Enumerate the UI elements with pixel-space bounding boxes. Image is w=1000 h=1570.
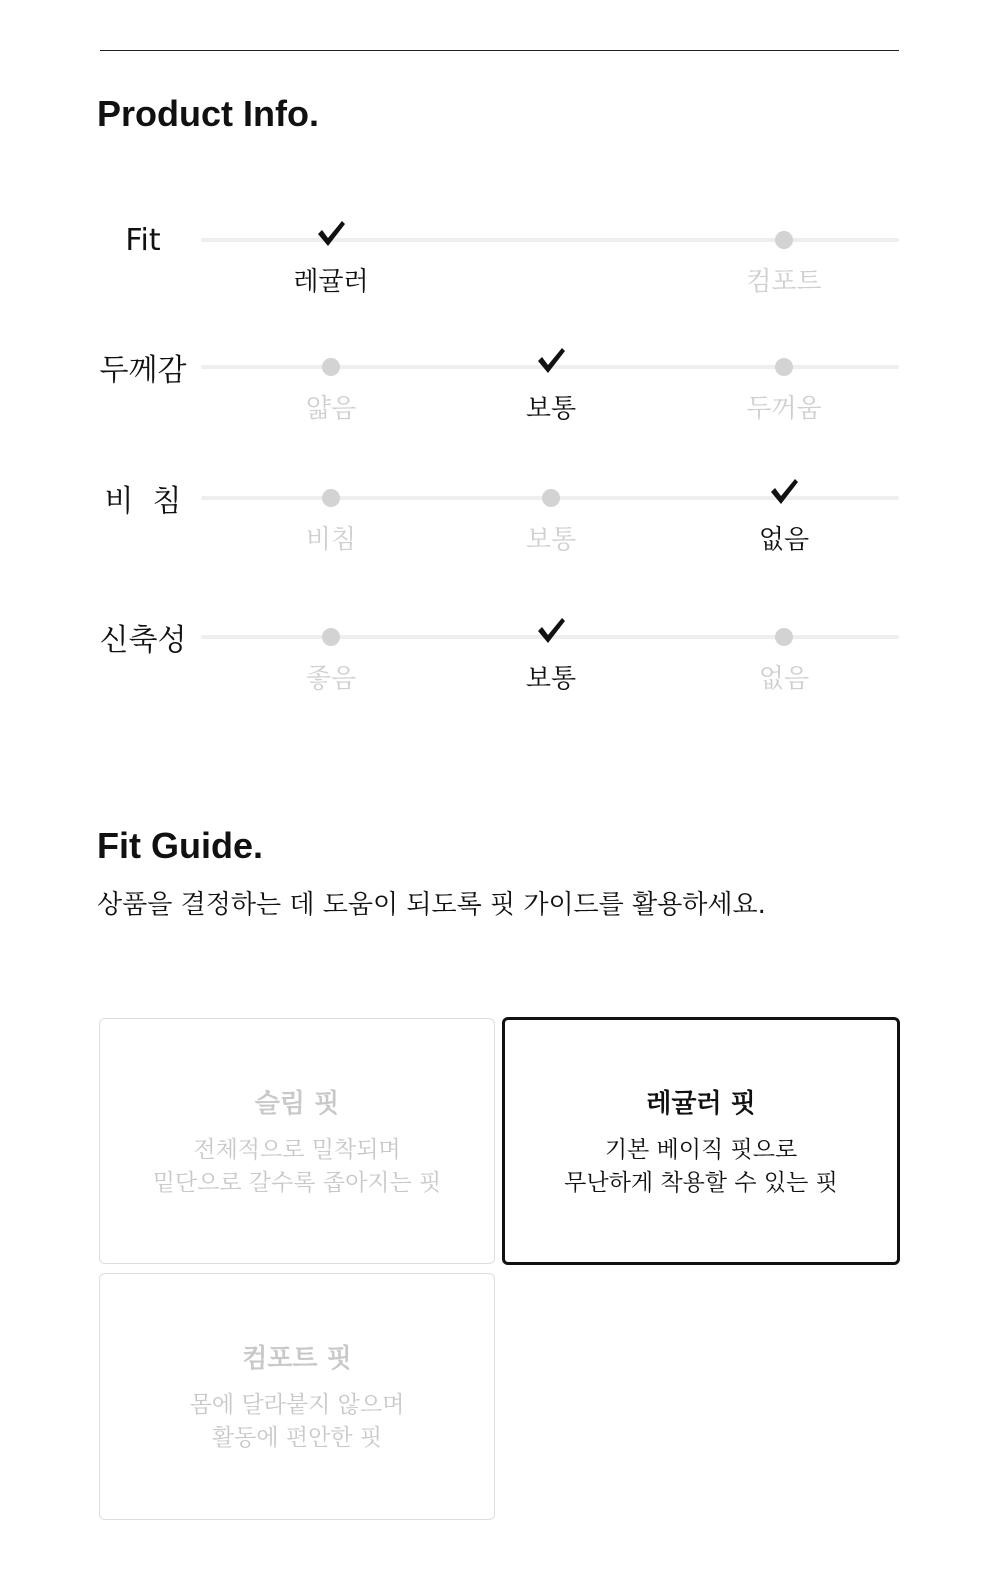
option-label: 없음 bbox=[758, 664, 810, 694]
fit-card-line: 무난하게 착용할 수 있는 핏 bbox=[564, 1169, 838, 1196]
fit-card-slim[interactable] bbox=[99, 1018, 495, 1264]
checkmark-icon bbox=[535, 614, 567, 646]
fit-guide-title: Fit Guide. bbox=[97, 825, 263, 866]
option-label: 보통 bbox=[525, 525, 577, 555]
fit-card-line: 전체적으로 밀착되며 bbox=[193, 1136, 401, 1163]
dot-icon bbox=[322, 628, 340, 646]
attribute-row-fit bbox=[0, 223, 1000, 303]
dot-icon bbox=[322, 358, 340, 376]
fit-card-line: 기본 베이직 핏으로 bbox=[604, 1136, 798, 1163]
option-label: 비침 bbox=[305, 525, 357, 555]
option-label: 얇음 bbox=[305, 394, 357, 424]
option-label: 좋음 bbox=[305, 664, 357, 694]
fit-card-line: 밑단으로 갈수록 좁아지는 핏 bbox=[152, 1169, 442, 1196]
checkmark-icon bbox=[768, 475, 800, 507]
option-label: 컴포트 bbox=[746, 267, 822, 297]
attribute-row-thickness bbox=[0, 350, 1000, 430]
option-label: 두꺼움 bbox=[746, 394, 822, 424]
fit-card-line: 몸에 달라붙지 않으며 bbox=[189, 1392, 405, 1418]
attribute-name: Fit bbox=[125, 222, 161, 258]
fit-guide-description: 상품을 결정하는 데 도움이 되도록 핏 가이드를 활용하세요. bbox=[97, 890, 766, 920]
fit-card-line: 활동에 편안한 핏 bbox=[211, 1425, 383, 1451]
option-label: 보통 bbox=[525, 394, 577, 424]
fit-card-comfort[interactable] bbox=[99, 1273, 495, 1520]
fit-card-title: 컴포트 핏 bbox=[242, 1344, 352, 1374]
fit-card-title: 슬림 핏 bbox=[254, 1088, 340, 1119]
option-label: 레귤러 bbox=[293, 267, 369, 297]
checkmark-icon bbox=[315, 217, 347, 249]
attribute-track bbox=[201, 238, 899, 242]
fit-card-regular[interactable] bbox=[502, 1017, 900, 1265]
dot-icon bbox=[542, 489, 560, 507]
option-label: 없음 bbox=[758, 525, 810, 555]
dot-icon bbox=[322, 489, 340, 507]
attribute-row-sheerness bbox=[0, 481, 1000, 561]
dot-icon bbox=[775, 628, 793, 646]
product-info-title: Product Info. bbox=[97, 93, 319, 134]
top-divider bbox=[100, 50, 899, 51]
attribute-row-stretch bbox=[0, 620, 1000, 700]
attribute-name: 비 침 bbox=[104, 484, 182, 519]
attribute-name: 신축성 bbox=[99, 623, 187, 658]
dot-icon bbox=[775, 231, 793, 249]
fit-card-title: 레귤러 핏 bbox=[646, 1088, 756, 1119]
attribute-name: 두께감 bbox=[99, 353, 187, 388]
checkmark-icon bbox=[535, 344, 567, 376]
option-label: 보통 bbox=[525, 664, 577, 694]
dot-icon bbox=[775, 358, 793, 376]
